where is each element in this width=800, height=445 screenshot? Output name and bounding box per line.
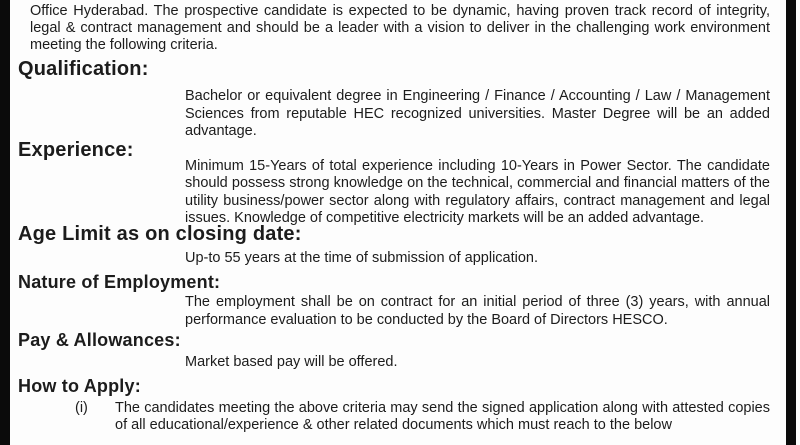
section-heading-experience: Experience:	[18, 138, 134, 161]
section-heading-pay-allowances: Pay & Allowances:	[18, 330, 181, 350]
document-left-border	[0, 0, 10, 445]
how-to-apply-step-1	[75, 400, 772, 435]
document-right-border	[786, 0, 796, 445]
pay-allowances-body: Market based pay will be offered.	[185, 354, 398, 370]
experience-body: Minimum 15-Years of total experience including 10-Years in Power Sector. The candidate should possess strong knowledge on the technical, commercial and financial matters of the utility business/power sector along with regulatory affairs, contract management and legal issues. Knowledge of competitive electricity markets will be an added advantage.	[185, 157, 770, 226]
section-heading-qualification: Qualification:	[18, 58, 149, 80]
age-limit-body: Up-to 55 years at the time of submission of application.	[185, 249, 539, 266]
section-heading-nature-of-employment: Nature of Employment:	[18, 272, 221, 292]
nature-of-employment-body: The employment shall be on contract for an initial period of three (3) years, with annual performance evaluation to be conducted by the Board of Directors HESCO.	[185, 294, 770, 328]
qualification-body: Bachelor or equivalent degree in Engineering / Finance / Accounting / Law / Management Sciences from reputable HEC recognized universities. Master Degree will be an added advantage.	[185, 88, 770, 139]
section-heading-age-limit: Age Limit as on closing date:	[18, 222, 302, 245]
intro-paragraph: Office Hyderabad. The prospective candidate is expected to be dynamic, having proven track record of integrity, legal & contract management and should be a leader with a vision to deliver in the challenging work environment meeting the following criteria.	[30, 3, 770, 53]
section-heading-how-to-apply: How to Apply:	[18, 375, 141, 396]
document-content	[18, 0, 772, 435]
list-item-marker: (i)	[75, 399, 88, 416]
list-item-text: The candidates meeting the above criteria may send the signed application along with attested copies of all educational/experience & other related documents which must reach to the below	[115, 399, 770, 433]
